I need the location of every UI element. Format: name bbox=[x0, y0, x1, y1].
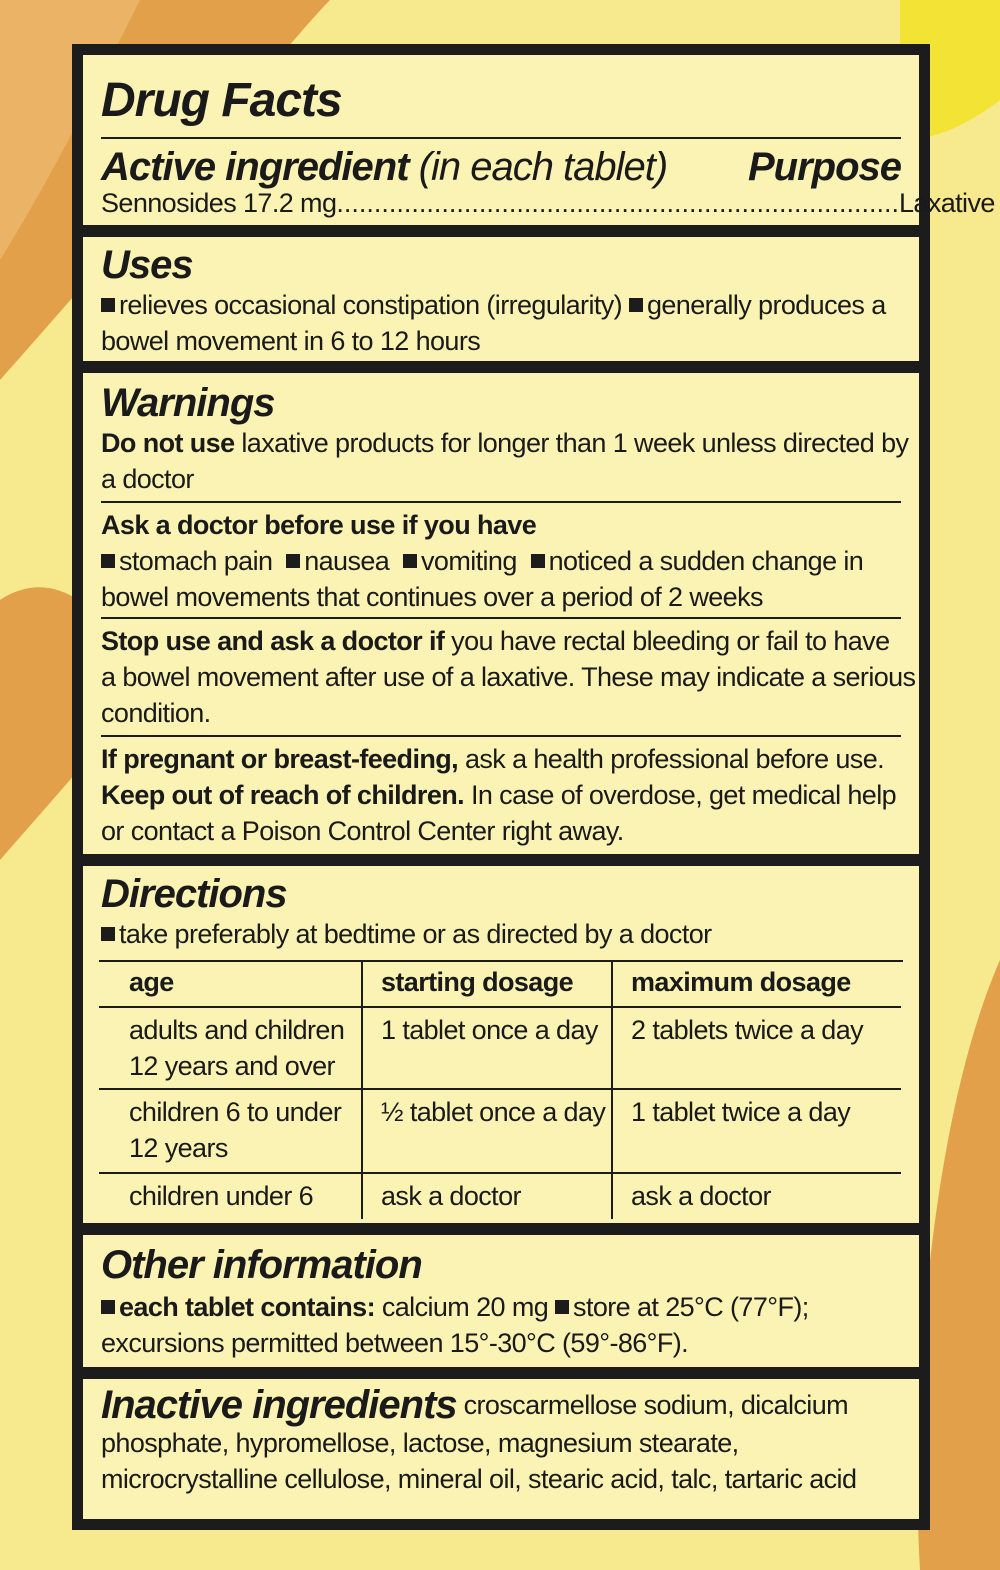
bullet-icon bbox=[403, 554, 417, 568]
other-information-text bbox=[101, 1289, 809, 1361]
ask-item: noticed a sudden change in bbox=[548, 546, 864, 576]
bullet-icon bbox=[101, 298, 115, 312]
column-header-starting-dosage: starting dosage bbox=[362, 962, 612, 1007]
pregnant-text: ask a health professional before use. bbox=[458, 744, 885, 774]
other-information-heading: Other information bbox=[101, 1243, 422, 1287]
cell-maximum-dosage: 2 tablets twice a day bbox=[612, 1007, 901, 1089]
inactive-text-3: microcrystalline cellulose, mineral oil, stearic acid, talc, tartaric acid bbox=[101, 1464, 857, 1494]
pregnancy-children-block bbox=[101, 741, 896, 849]
cell-starting-dosage: 1 tablet once a day bbox=[362, 1007, 612, 1089]
bullet-icon bbox=[531, 554, 545, 568]
table-row bbox=[99, 1173, 901, 1219]
bullet-icon bbox=[101, 554, 115, 568]
dosage-table bbox=[99, 962, 901, 1219]
divider bbox=[101, 501, 901, 503]
do-not-use-text: laxative products for longer than 1 week unless directed by bbox=[234, 428, 909, 458]
cell-age: children under 6 bbox=[99, 1173, 362, 1219]
inactive-ingredients-heading: Inactive ingredients bbox=[101, 1383, 457, 1427]
drug-facts-panel bbox=[72, 44, 995, 1530]
cell-starting-dosage: ask a doctor bbox=[362, 1173, 612, 1219]
directions-intro-text: take preferably at bedtime or as directed by a doctor bbox=[119, 919, 712, 949]
other-information-section bbox=[83, 1235, 919, 1367]
tablet-contains-text: calcium 20 mg bbox=[374, 1292, 549, 1322]
inactive-text-1: croscarmellose sodium, dicalcium bbox=[456, 1390, 849, 1420]
stop-use-text-3: condition. bbox=[101, 698, 211, 728]
bullet-icon bbox=[629, 298, 643, 312]
ingredient-dots: ........................................................................... bbox=[336, 188, 899, 218]
ask-item: vomiting bbox=[421, 546, 517, 576]
ask-item-cont: bowel movements that continues over a period of 2 weeks bbox=[101, 582, 763, 612]
uses-heading: Uses bbox=[101, 243, 193, 287]
table-header-row bbox=[99, 962, 901, 1007]
stop-use-text-2: a bowel movement after use of a laxative. These may indicate a serious bbox=[101, 662, 916, 692]
column-header-age: age bbox=[99, 962, 362, 1007]
inactive-ingredients-text bbox=[101, 1385, 856, 1497]
bullet-icon bbox=[286, 554, 300, 568]
ask-doctor-block bbox=[101, 507, 863, 615]
cell-maximum-dosage: ask a doctor bbox=[612, 1173, 901, 1219]
children-text: In case of overdose, get medical help bbox=[464, 780, 897, 810]
divider bbox=[101, 735, 901, 737]
ingredient-name: Sennosides 17.2 mg bbox=[101, 188, 337, 218]
cell-age-line: 12 years and over bbox=[129, 1051, 335, 1081]
cell-starting-dosage: ½ tablet once a day bbox=[362, 1089, 612, 1173]
cell-age bbox=[99, 1089, 362, 1173]
uses-item-2: generally produces a bbox=[646, 290, 886, 320]
tablet-contains-label: each tablet contains: bbox=[119, 1292, 375, 1322]
stop-use-label: Stop use and ask a doctor if bbox=[101, 626, 445, 656]
cell-age bbox=[99, 1007, 362, 1089]
do-not-use-text-cont: a doctor bbox=[101, 464, 194, 494]
pregnant-label: If pregnant or breast-feeding, bbox=[101, 744, 459, 774]
active-ingredient-heading-row bbox=[101, 145, 667, 190]
table-row bbox=[99, 1007, 901, 1089]
do-not-use-label: Do not use bbox=[101, 428, 235, 458]
ask-doctor-label: Ask a doctor before use if you have bbox=[101, 510, 537, 540]
ask-item: stomach pain bbox=[119, 546, 273, 576]
directions-intro bbox=[101, 916, 712, 952]
cell-maximum-dosage: 1 tablet twice a day bbox=[612, 1089, 901, 1173]
table-row bbox=[99, 1089, 901, 1173]
stop-use-text: you have rectal bleeding or fail to have bbox=[444, 626, 890, 656]
ask-item: nausea bbox=[304, 546, 390, 576]
drug-facts-title: Drug Facts bbox=[101, 74, 342, 127]
children-label: Keep out of reach of children. bbox=[101, 780, 465, 810]
storage-text-cont: excursions permitted between 15°-30°C (59°-86°F). bbox=[101, 1328, 689, 1358]
ingredient-purpose: Laxative bbox=[899, 188, 995, 218]
active-ingredient-heading: Active ingredient bbox=[101, 145, 409, 189]
inactive-text-2: phosphate, hypromellose, lactose, magnesium stearate, bbox=[101, 1428, 739, 1458]
do-not-use-block bbox=[101, 425, 908, 497]
warnings-section bbox=[83, 373, 919, 854]
column-header-maximum-dosage: maximum dosage bbox=[612, 962, 901, 1007]
ingredient-row bbox=[101, 185, 995, 221]
warnings-heading: Warnings bbox=[101, 381, 275, 425]
stop-use-block bbox=[101, 623, 915, 731]
storage-text: store at 25°C (77°F); bbox=[573, 1292, 809, 1322]
uses-item-2-cont: bowel movement in 6 to 12 hours bbox=[101, 326, 481, 356]
inactive-ingredients-section bbox=[83, 1379, 919, 1519]
divider bbox=[101, 617, 901, 619]
uses-item-1: relieves occasional constipation (irregularity) bbox=[119, 290, 623, 320]
directions-heading: Directions bbox=[101, 872, 287, 916]
uses-text bbox=[101, 287, 886, 359]
directions-section bbox=[83, 866, 919, 1223]
bullet-icon bbox=[101, 927, 115, 941]
purpose-heading: Purpose bbox=[747, 145, 901, 189]
cell-age-line: children 6 to under bbox=[129, 1097, 342, 1127]
active-ingredient-note: (in each tablet) bbox=[418, 145, 668, 189]
children-text-2: or contact a Poison Control Center right away. bbox=[101, 816, 624, 846]
active-ingredient-section bbox=[83, 55, 995, 225]
cell-age-line: adults and children bbox=[129, 1015, 345, 1045]
bullet-icon bbox=[555, 1300, 569, 1314]
cell-age-line: 12 years bbox=[129, 1133, 228, 1163]
divider bbox=[101, 137, 901, 139]
bullet-icon bbox=[101, 1300, 115, 1314]
uses-section bbox=[83, 237, 919, 361]
